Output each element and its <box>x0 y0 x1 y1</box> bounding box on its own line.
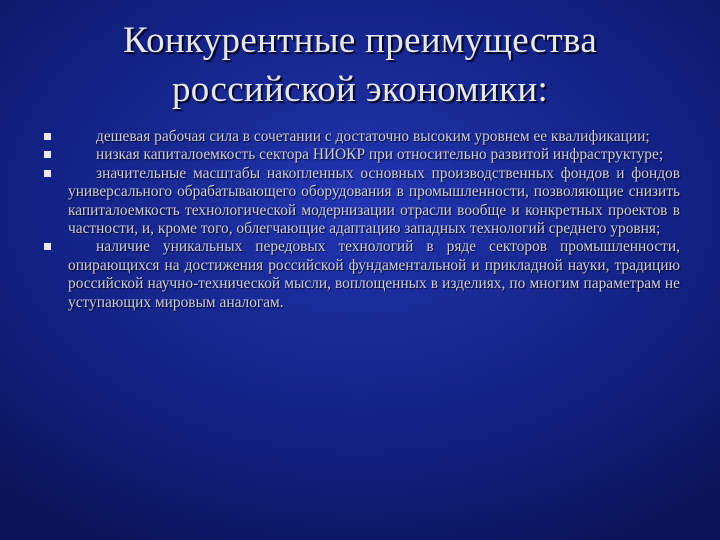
bullet-item <box>40 128 680 146</box>
bullet-item <box>40 238 680 312</box>
bullet-item <box>40 146 680 164</box>
slide-title-line-2: российской экономики: <box>171 69 549 110</box>
square-bullet-icon <box>44 133 51 140</box>
square-bullet-icon <box>44 243 51 250</box>
bullet-text: значительные масштабы накопленных основных производственных фондов и фондов универсального обрабатывающего оборудования в промышленности, позволяющие снизить капиталоемкость технологической модернизации отрасли вообще и конкретных проектов в частности, и, кроме того, облегчающие адаптацию западных технологий среднего уровня; <box>68 164 680 238</box>
bullet-list <box>40 128 680 312</box>
slide-title-line-1: Конкурентные преимущества <box>122 20 598 61</box>
bullet-item <box>40 165 680 239</box>
bullet-text: низкая капиталоемкость сектора НИОКР при относительно развитой инфраструктуре; <box>96 146 664 164</box>
bullet-text: дешевая рабочая сила в сочетании с достаточно высоким уровнем ее квалификации; <box>96 128 650 145</box>
bullet-text: наличие уникальных передовых технологий в ряде секторов промышленности, опирающихся на достижения российской фундаментальной и прикладной науки, традицию российской научно-технической мысли, воплощенных в изделиях, по многим параметрам не уступающих мировым аналогам. <box>68 238 680 311</box>
square-bullet-icon <box>44 170 51 177</box>
slide-title <box>40 16 680 114</box>
square-bullet-icon <box>44 151 51 158</box>
